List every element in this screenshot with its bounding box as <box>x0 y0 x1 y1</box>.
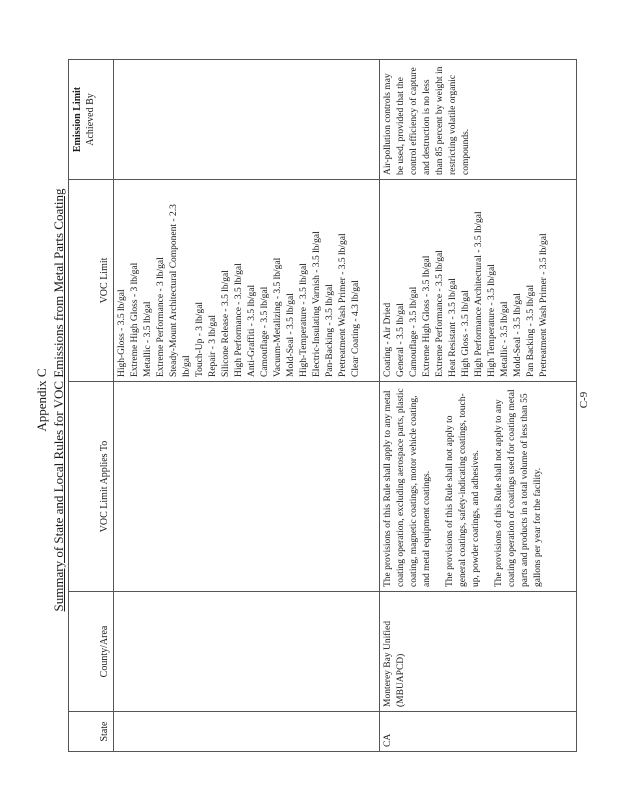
cell-county <box>114 592 380 712</box>
voc-limit-item: Pretreatment Wash Primer - 3.5 lb/gal <box>338 233 348 377</box>
cell-limit <box>114 180 380 382</box>
voc-limit-item: High Performance Architectural - 3.5 lb/gal <box>474 211 484 377</box>
voc-limit-item: High Performance - 3.5 lb/gal <box>234 263 244 377</box>
cell-county: Monterey Bay Unified (MBUAPCD) <box>380 592 577 712</box>
cell-limit <box>380 180 577 382</box>
voc-limit-item: Camouflage - 3.5 lb/gal <box>260 286 270 377</box>
cell-state <box>114 712 380 752</box>
voc-limit-item: Vacuum-Metalizing - 3.5 lb/gal <box>273 257 283 377</box>
voc-limit-item: Touch-Up - 3 lb/gal <box>195 301 205 377</box>
voc-limit-item: Pan-Backing - 3.5 lb/gal <box>325 284 335 377</box>
voc-limit-item: High Temperature - 3.5 lb/gal <box>487 264 497 377</box>
voc-limit-item: Electric-Insulating Varnish - 3.5 lb/gal <box>312 231 322 377</box>
applies-paragraph: The provisions of this Rule shall not apply to any coating operation of coatings used for coating metal parts and products in a total volume of less than 55 gallons per year for the facility. <box>494 389 543 587</box>
cell-emission: Air-pollution controls may be used, provided that the control efficiency of capture and destruction is no less than 85 percent by weight in restricting volatile organic compounds. <box>380 60 577 180</box>
voc-limit-item: Heat Resistant - 3.5 lb/gal <box>448 278 458 377</box>
voc-limit-list <box>382 184 551 377</box>
voc-rules-table <box>68 59 577 752</box>
header-emission-title: Emission Limit <box>72 86 83 153</box>
voc-limit-item: Camouflage - 3.5 lb/gal <box>409 286 419 377</box>
voc-limit-item: Mold-Seal - 3.5 lb/gal <box>286 293 296 377</box>
table-row <box>380 60 577 752</box>
header-limit: VOC Limit <box>69 180 114 382</box>
table-header-row <box>69 60 114 752</box>
voc-limit-item: Metallic - 3.5 lb/gal <box>500 301 510 377</box>
header-emission-sub: Achieved By <box>85 93 96 146</box>
voc-limit-item: Extreme High Gloss - 3.5 lb/gal <box>422 255 432 377</box>
table-row <box>114 60 380 752</box>
voc-limit-item: Extreme Performance - 3 lb/gal <box>156 257 166 377</box>
voc-limit-item: Extreme High Gloss - 3 lb/gal <box>130 262 140 377</box>
voc-limit-item: Repair - 3 lb/gal <box>208 315 218 377</box>
voc-limit-item: Silicone Release - 3.5 lb/gal <box>221 270 231 377</box>
voc-limit-list <box>116 184 363 377</box>
cell-emission <box>114 60 380 180</box>
header-emission <box>69 60 114 180</box>
voc-limit-item: Steady-Mount Architectural Component - 2.3 lb/gal <box>169 204 192 377</box>
applies-paragraph: The provisions of this Rule shall apply to any metal coating operation, excluding aerospace parts, plastic coating, magnetic coatings, motor vehicle coating, and metal equipment coatings. <box>383 388 432 587</box>
appendix-label: Appendix C <box>34 368 49 432</box>
voc-limit-item: Extreme Performance - 3.5 lb/gal <box>435 250 445 377</box>
voc-limit-item: Anti-Graffiti - 3.5 lb/gal <box>247 284 257 377</box>
cell-state: CA <box>380 712 577 752</box>
voc-limit-item: High-Temperature - 3.5 lb/gal <box>299 263 309 377</box>
voc-limit-item: High-Gloss - 3.5 lb/gal <box>117 289 127 377</box>
cell-applies <box>114 382 380 592</box>
cell-applies <box>380 382 577 592</box>
voc-limit-item: Mold-Seal - 3.5 lb/gal <box>513 293 523 377</box>
voc-limit-item: General - 3.5 lb/gal <box>396 303 406 377</box>
voc-limit-item: Pretreatment Wash Primer - 3.5 lb/gal <box>539 233 549 377</box>
voc-limit-item: Coating - Air Dried <box>383 302 393 377</box>
voc-limit-item: Metallic - 3.5 lb/gal <box>143 301 153 377</box>
voc-limit-item: Pan Backing - 3.5 lb/gal <box>526 284 536 377</box>
header-county: County/Area <box>69 592 114 712</box>
page-title: Summary of State and Local Rules for VOC Emissions from Metal Parts Coating <box>51 188 66 612</box>
voc-limit-item: Clear Coating - 4.3 lb/gal <box>351 280 361 377</box>
header-applies: VOC Limit Applies To <box>69 382 114 592</box>
voc-limit-item: High Gloss - 3.5 lb/gal <box>461 290 471 377</box>
applies-paragraph: The provisions of this Rule shall not apply to general coatings, safety-indicating coatings, touch-up, powder coatings, and adhesives. <box>445 393 481 587</box>
header-state: State <box>69 712 114 752</box>
page-number: C-9 <box>578 391 590 409</box>
